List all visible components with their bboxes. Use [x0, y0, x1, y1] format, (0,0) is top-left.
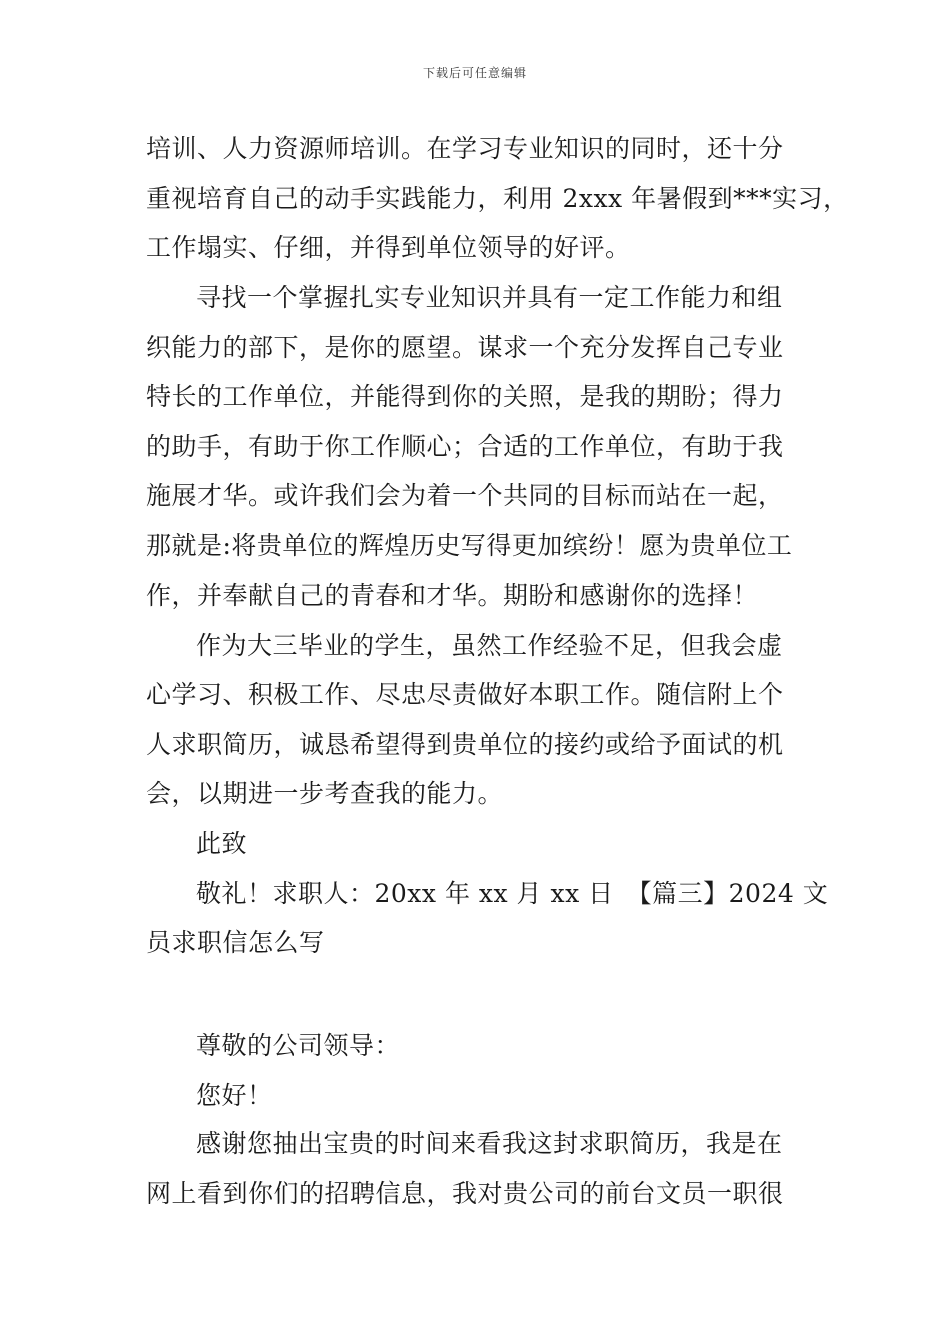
- text-line: 您好！: [196, 1081, 273, 1110]
- text-line: 织能力的部下，是你的愿望。谋求一个充分发挥自己专业: [146, 333, 784, 362]
- text-line: 此致: [196, 829, 248, 858]
- text-line: 施展才华。或许我们会为着一个共同的目标而站在一起，: [146, 481, 784, 510]
- text-line: 那就是:将贵单位的辉煌历史写得更加缤纷！愿为贵单位工: [146, 531, 793, 560]
- text-line: 尊敬的公司领导：: [196, 1031, 401, 1060]
- text-line: 特长的工作单位，并能得到你的关照，是我的期盼；得力: [146, 382, 784, 411]
- text-line: 的助手，有助于你工作顺心；合适的工作单位，有助于我: [146, 432, 784, 461]
- text-line: 寻找一个掌握扎实专业知识并具有一定工作能力和组: [196, 283, 783, 312]
- text-line: 人求职简历，诚恳希望得到贵单位的接约或给予面试的机: [146, 730, 784, 759]
- text-line: 工作塌实、仔细，并得到单位领导的好评。: [146, 233, 631, 262]
- text-line: 感谢您抽出宝贵的时间来看我这封求职简历，我是在: [196, 1129, 783, 1158]
- text-line: 作为大三毕业的学生，虽然工作经验不足，但我会虚: [196, 631, 783, 660]
- text-line: 员求职信怎么写: [146, 928, 325, 957]
- text-line: 敬礼！求职人：20xx 年 xx 月 xx 日 【篇三】2024 文: [196, 879, 829, 908]
- text-line: 会，以期进一步考查我的能力。: [146, 779, 504, 808]
- text-line: 网上看到你们的招聘信息，我对贵公司的前台文员一职很: [146, 1179, 784, 1208]
- text-line: 心学习、积极工作、尽忠尽责做好本职工作。随信附上个: [146, 680, 784, 709]
- text-line: 培训、人力资源师培训。在学习专业知识的同时，还十分: [146, 134, 784, 163]
- text-line: 重视培育自己的动手实践能力，利用 2xxx 年暑假到***实习，: [146, 184, 849, 213]
- page-header: 下载后可任意编辑: [422, 66, 527, 80]
- text-line: 作，并奉献自己的青春和才华。期盼和感谢你的选择！: [146, 581, 759, 610]
